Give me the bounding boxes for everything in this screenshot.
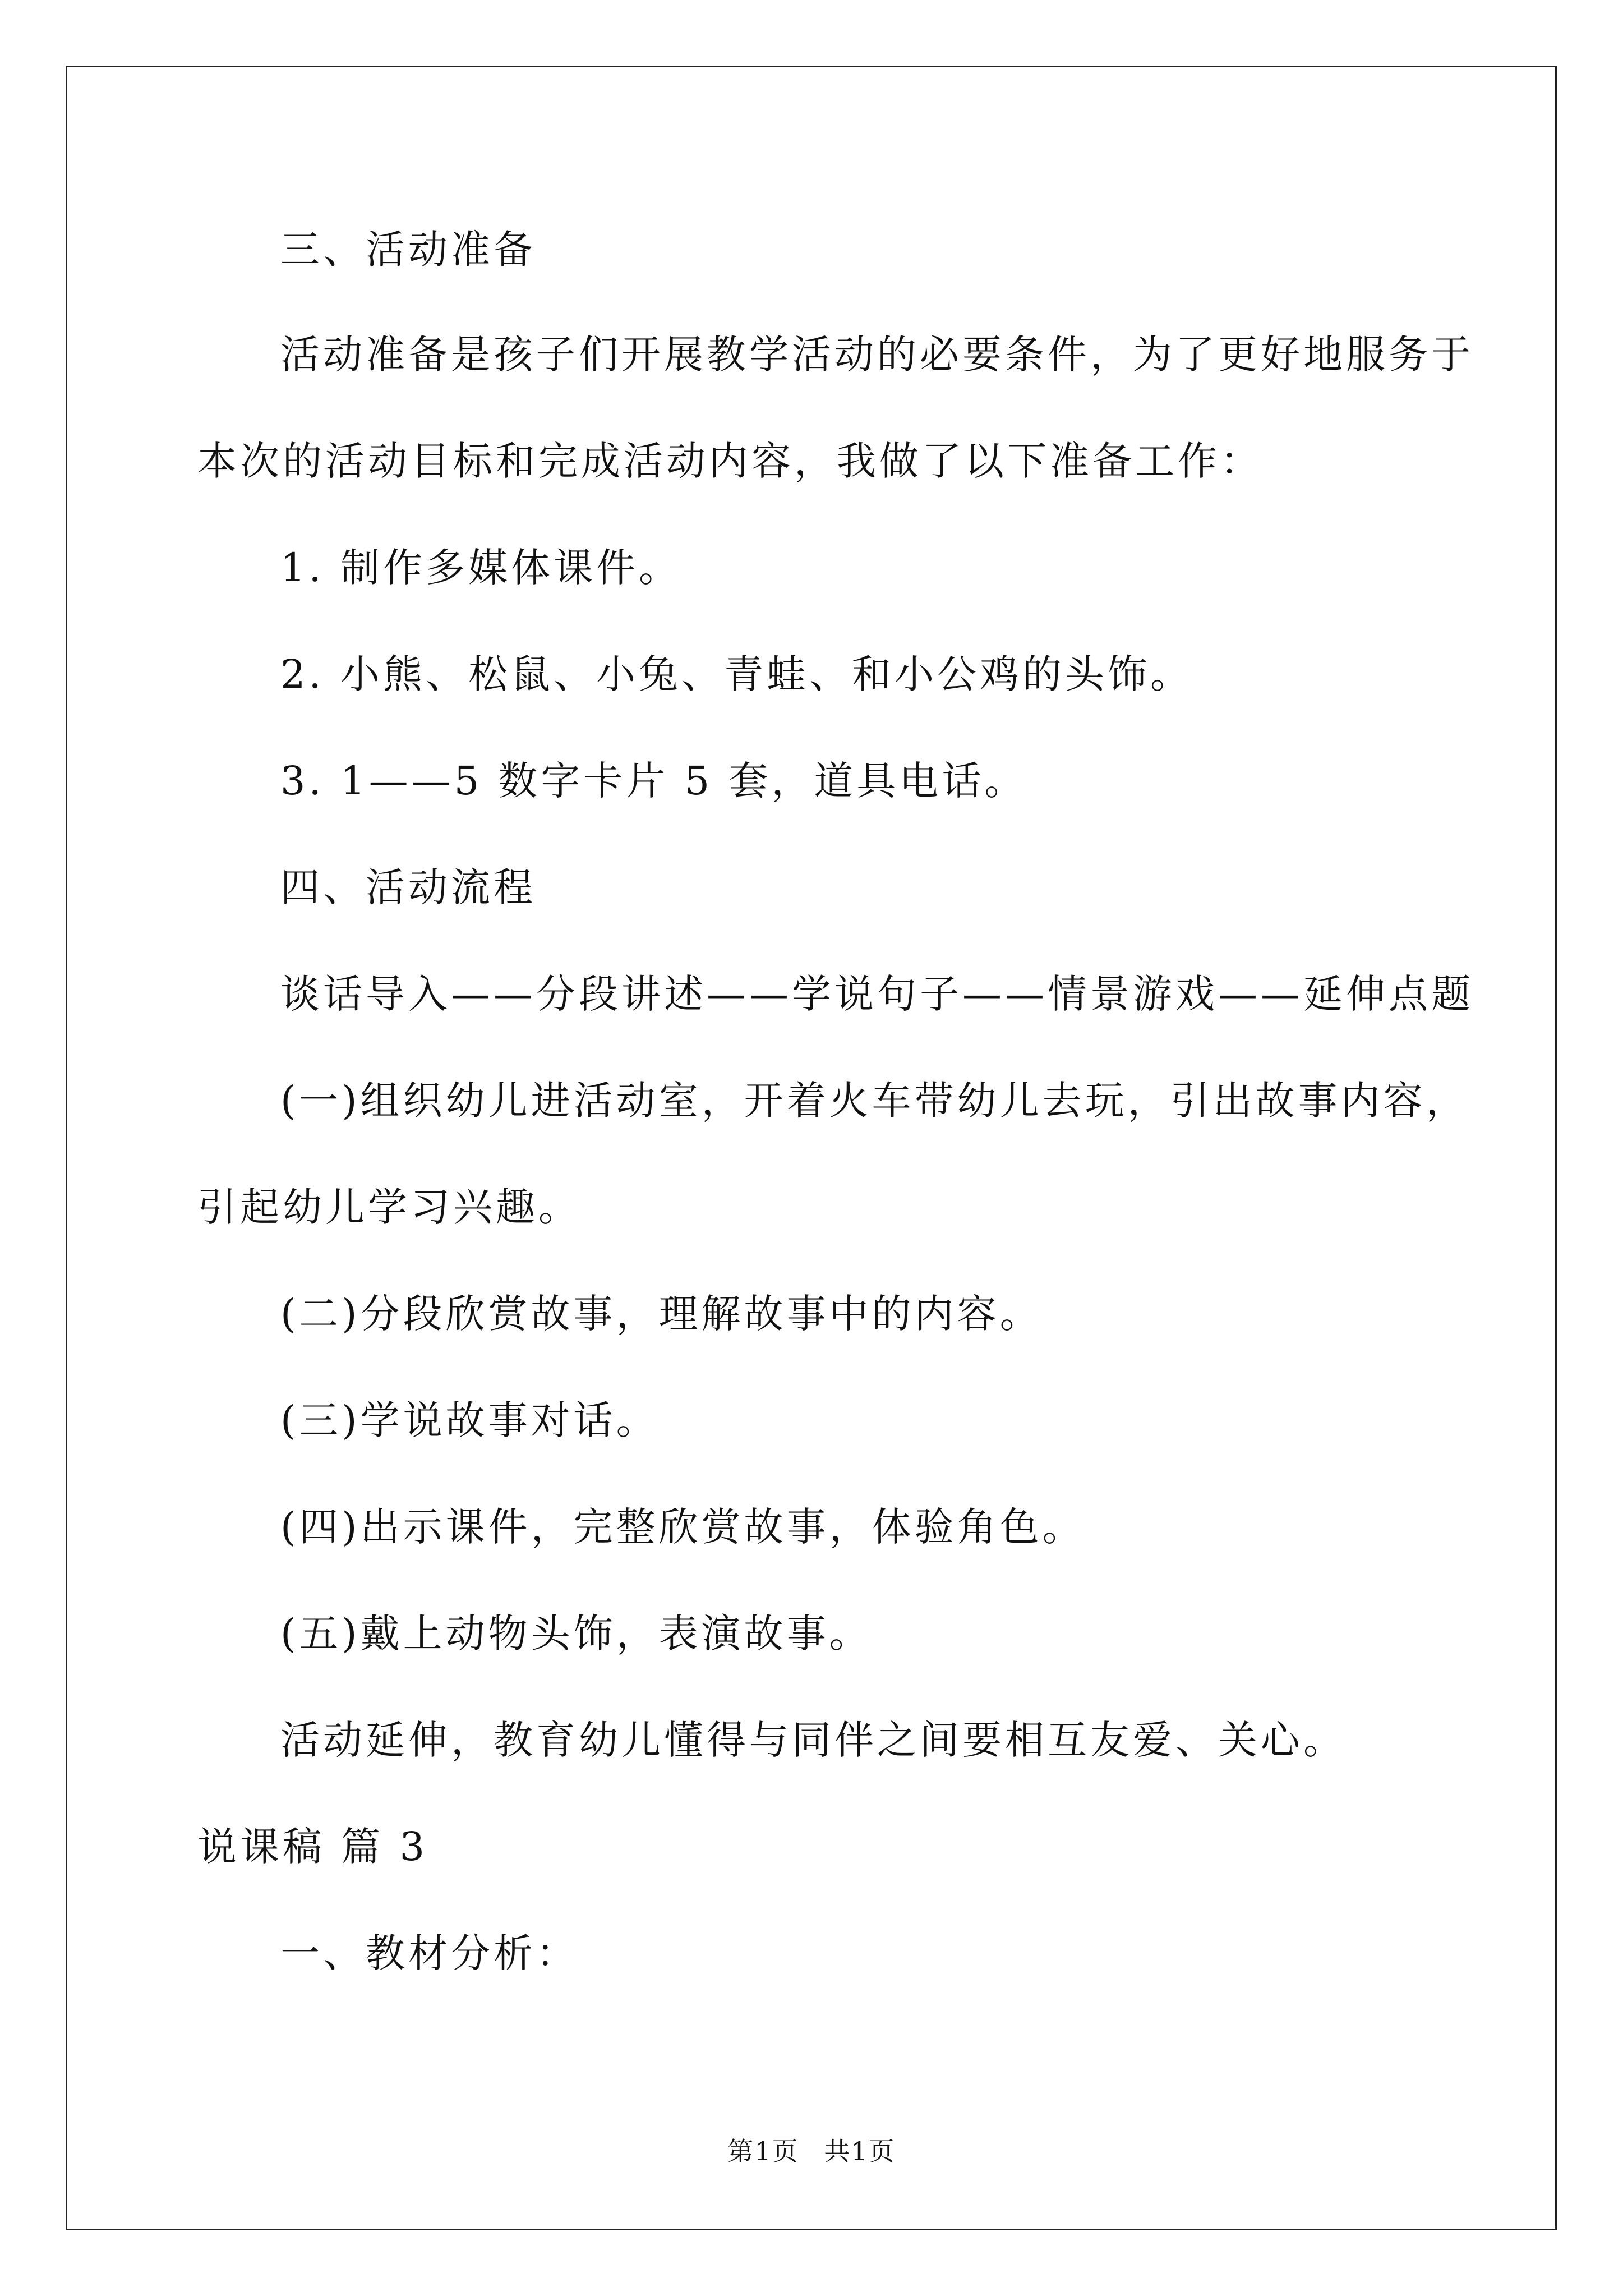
list-item: 1. 制作多媒体课件。 (280, 545, 682, 591)
list-item: (四)出示课件，完整欣赏故事，体验角色。 (280, 1504, 1085, 1550)
list-item: (二)分段欣赏故事，理解故事中的内容。 (280, 1291, 1043, 1337)
page-footer (0, 2134, 1623, 2168)
list-item: 2. 小熊、松鼠、小兔、青蛙、和小公鸡的头饰。 (280, 651, 1193, 697)
section-heading-process: 四、活动流程 (280, 864, 536, 910)
list-item: 3. 1——5 数字卡片 5 套，道具电话。 (280, 758, 1027, 804)
paragraph-text: 引起幼儿学习兴趣。 (197, 1184, 581, 1230)
list-item: (三)学说故事对话。 (280, 1397, 659, 1443)
page-total: 共1页 (824, 2136, 896, 2166)
section-heading-analysis: 一、教材分析： (280, 1930, 579, 1976)
section-heading-preparation: 三、活动准备 (280, 227, 536, 273)
paragraph-text: 活动延伸，教育幼儿懂得与同伴之间要相互友爱、关心。 (280, 1717, 1346, 1763)
page-border (66, 66, 1557, 2230)
paragraph-text: 本次的活动目标和完成活动内容，我做了以下准备工作： (197, 438, 1263, 484)
paragraph-text: (一)组织幼儿进活动室，开着火车带幼儿去玩，引出故事内容， (280, 1078, 1469, 1124)
paragraph-text: 活动准备是孩子们开展教学活动的必要条件，为了更好地服务于 (280, 332, 1474, 378)
paragraph-text: 谈话导入——分段讲述——学说句子——情景游戏——延伸点题 (280, 971, 1474, 1017)
list-item: (五)戴上动物头饰，表演故事。 (280, 1611, 872, 1657)
page-number: 第1页 (727, 2136, 799, 2166)
chapter-title: 说课稿 篇 3 (197, 1824, 428, 1870)
